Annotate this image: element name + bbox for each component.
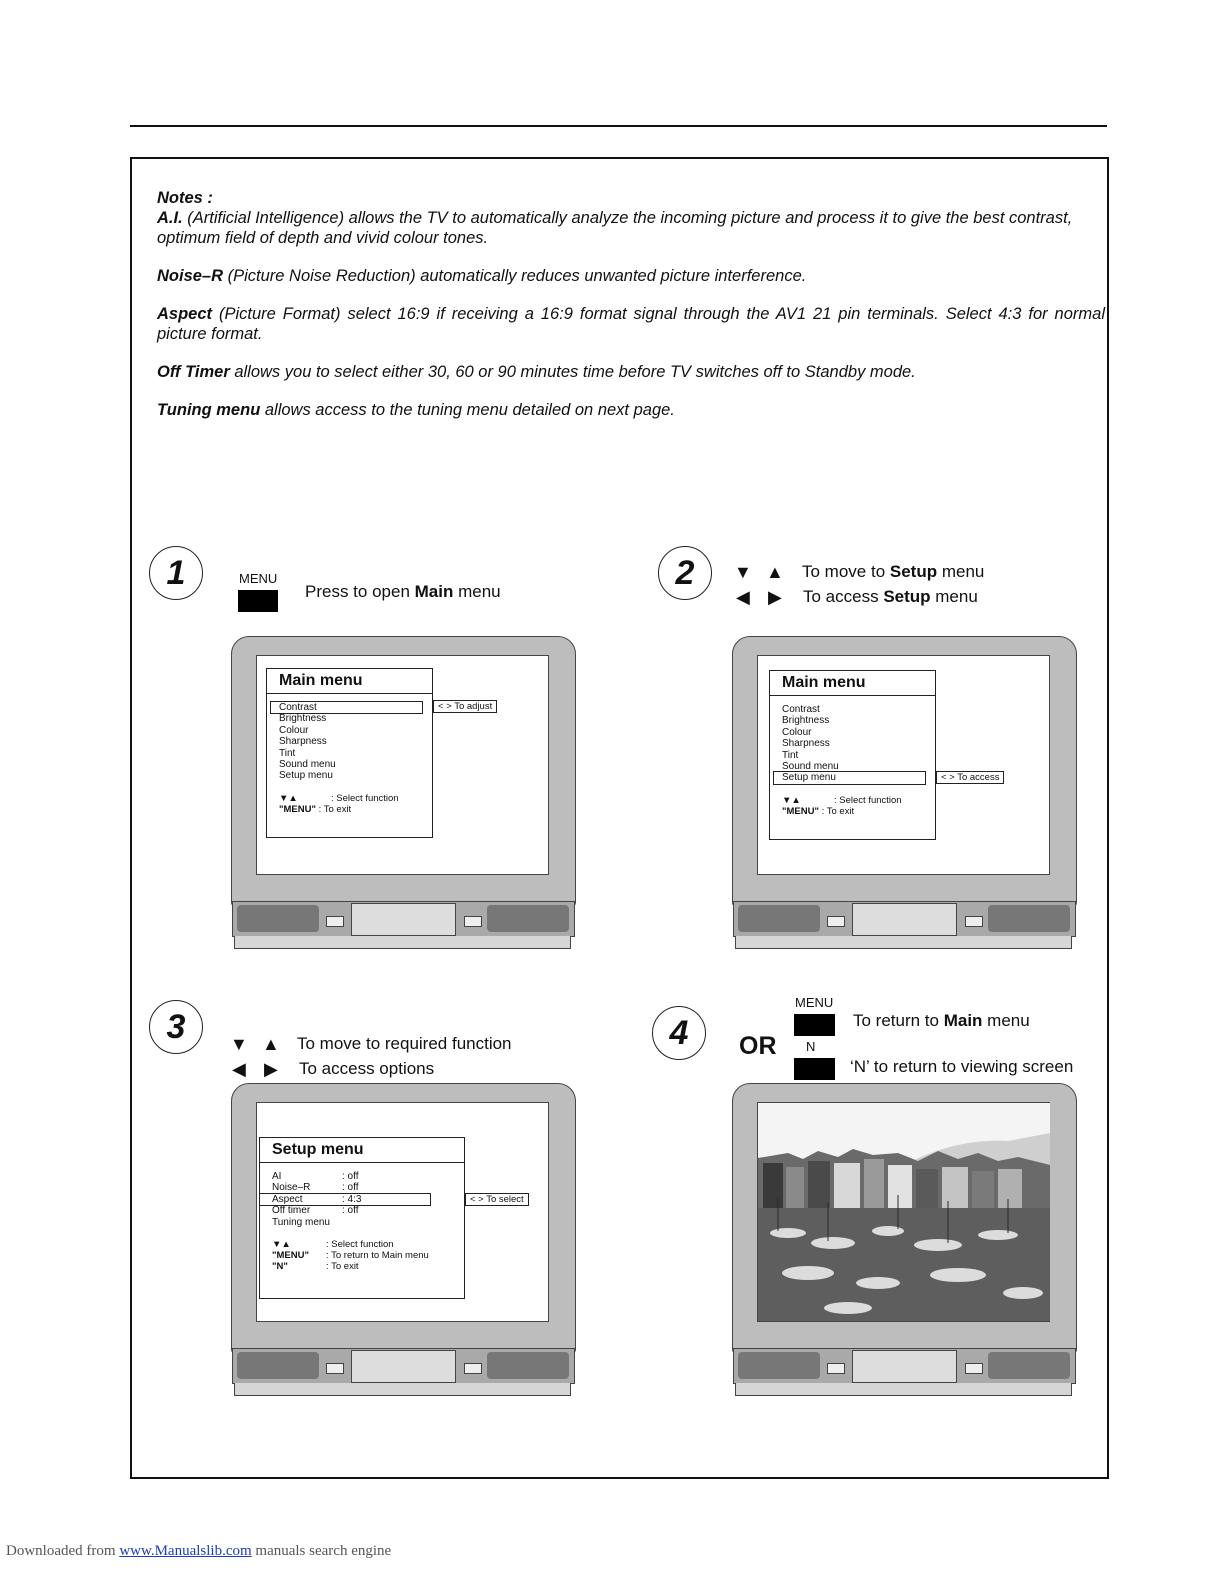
step-1-instr-bold: Main bbox=[414, 582, 454, 601]
hint-select bbox=[770, 795, 935, 806]
note-offtimer-term: Off Timer bbox=[157, 363, 230, 381]
hint-return bbox=[260, 1250, 464, 1261]
note-ai bbox=[157, 208, 1105, 248]
setup-item-offtimer[interactable] bbox=[260, 1205, 464, 1216]
panel-button-right bbox=[464, 1363, 482, 1374]
setup-item-value: : off bbox=[342, 1205, 359, 1217]
setup-item-value: : off bbox=[342, 1171, 359, 1182]
panel-button-left bbox=[827, 916, 845, 927]
setup-item-label: Tuning menu bbox=[272, 1216, 330, 1228]
menu-item-brightness[interactable]: Brightness bbox=[279, 713, 327, 725]
note-ai-term: A.I. bbox=[157, 209, 183, 227]
left-arrow-icon[interactable]: ◀ bbox=[736, 587, 750, 607]
speaker-left bbox=[738, 1352, 820, 1379]
harbour-photo-image bbox=[758, 1103, 1050, 1321]
notes-section bbox=[157, 188, 1105, 438]
or-label: OR bbox=[739, 1032, 777, 1060]
step-4-return-post: menu bbox=[982, 1011, 1030, 1030]
panel-door bbox=[351, 903, 456, 936]
tag-to-access: < > To access bbox=[936, 771, 1004, 784]
menu-title: Main menu bbox=[770, 671, 935, 696]
menu-item-tint[interactable]: Tint bbox=[782, 749, 799, 761]
speaker-right bbox=[487, 905, 569, 932]
tv-step-2 bbox=[732, 636, 1077, 954]
footer-post: manuals search engine bbox=[251, 1543, 392, 1559]
hint-exit bbox=[770, 806, 935, 817]
hint-exit bbox=[267, 804, 432, 815]
menu-title: Main menu bbox=[267, 669, 432, 694]
tv-base bbox=[234, 1383, 571, 1396]
step-2-number: 2 bbox=[658, 546, 712, 600]
note-noise bbox=[157, 266, 1105, 286]
notes-heading: Notes : bbox=[157, 189, 213, 207]
up-arrow-icon[interactable]: ▲ bbox=[262, 1034, 280, 1054]
menu-item-setup[interactable]: Setup menu bbox=[774, 772, 925, 783]
hint-n-key: "N" bbox=[272, 1261, 288, 1273]
hint-select bbox=[260, 1239, 464, 1250]
hint-menu-key: "MENU" bbox=[272, 1250, 309, 1262]
top-rule bbox=[130, 125, 1107, 127]
setup-menu-osd bbox=[259, 1137, 465, 1299]
note-noise-term: Noise–R bbox=[157, 267, 224, 285]
setup-item-label: AI bbox=[272, 1171, 282, 1182]
note-offtimer bbox=[157, 362, 1105, 382]
panel-door bbox=[852, 1350, 957, 1383]
note-ai-text: (Artificial Intelligence) allows the TV to automatically analyze the incoming picture and process it to give the best contrast, optimum field of depth and vivid colour tones. bbox=[157, 209, 1073, 247]
hint-select bbox=[267, 793, 432, 804]
note-tuning bbox=[157, 400, 1105, 420]
menu-title: Setup menu bbox=[260, 1138, 464, 1163]
step-4-number: 4 bbox=[652, 1006, 706, 1060]
note-offtimer-text: allows you to select either 30, 60 or 90 minutes time before TV switches off to Standby mode. bbox=[229, 363, 916, 381]
left-arrow-icon[interactable]: ◀ bbox=[232, 1059, 246, 1079]
right-arrow-icon[interactable]: ▶ bbox=[264, 1059, 278, 1079]
step-1-instruction bbox=[305, 582, 501, 602]
hint-arrows: ▼▲ bbox=[782, 794, 801, 806]
tv-step-4 bbox=[732, 1083, 1077, 1401]
footer-pre: Downloaded from bbox=[6, 1543, 120, 1559]
step-2-move-bold: Setup bbox=[889, 562, 938, 581]
hint-return-text: : To return to Main menu bbox=[326, 1250, 429, 1262]
footer-link[interactable]: www.Manualslib.com bbox=[119, 1543, 252, 1559]
step-1-instr-post: menu bbox=[453, 582, 501, 601]
speaker-left bbox=[237, 1352, 319, 1379]
menu-key-button[interactable] bbox=[238, 590, 278, 612]
right-arrow-icon[interactable]: ▶ bbox=[768, 587, 782, 607]
tv-step-3 bbox=[231, 1083, 576, 1401]
panel-door bbox=[852, 903, 957, 936]
speaker-left bbox=[237, 905, 319, 932]
menu-item-tint[interactable]: Tint bbox=[279, 747, 296, 759]
hint-menu-key: "MENU" bbox=[279, 803, 316, 815]
menu-item-sharpness[interactable]: Sharpness bbox=[782, 738, 830, 750]
panel-button-left bbox=[326, 1363, 344, 1374]
step-2-move-pre: To move to bbox=[802, 562, 890, 581]
setup-item-tuning[interactable] bbox=[260, 1217, 464, 1228]
tv-front-panel bbox=[232, 901, 575, 937]
step-4-return-bold: Main bbox=[943, 1011, 983, 1030]
step-4-n-instruction: ‘N’ to return to viewing screen bbox=[850, 1057, 1074, 1076]
hint-select-text: : Select function bbox=[834, 794, 902, 806]
down-arrow-icon[interactable]: ▼ bbox=[230, 1034, 248, 1054]
menu-item-sharpness[interactable]: Sharpness bbox=[279, 736, 327, 748]
setup-item-aspect[interactable] bbox=[260, 1194, 430, 1205]
hint-exit-text: : To exit bbox=[318, 803, 352, 815]
hint-menu-key: "MENU" bbox=[782, 805, 819, 817]
speaker-right bbox=[988, 1352, 1070, 1379]
note-aspect-term: Aspect bbox=[157, 305, 213, 323]
hint-exit bbox=[260, 1261, 464, 1272]
tv-base bbox=[735, 936, 1072, 949]
step-2-access-post: menu bbox=[930, 587, 978, 606]
step-4-return-instruction bbox=[853, 1011, 1030, 1031]
main-menu-osd bbox=[266, 668, 433, 838]
speaker-right bbox=[988, 905, 1070, 932]
menu-item-sound[interactable]: Sound menu bbox=[279, 759, 336, 771]
menu-item-colour[interactable]: Colour bbox=[279, 724, 309, 736]
menu-item-contrast[interactable]: Contrast bbox=[271, 702, 422, 713]
setup-item-ai[interactable] bbox=[260, 1171, 464, 1182]
menu-key-label: MENU bbox=[795, 995, 834, 1010]
note-aspect bbox=[157, 304, 1105, 344]
setup-item-label: Aspect bbox=[272, 1193, 303, 1205]
tv-step-1 bbox=[231, 636, 576, 954]
setup-item-value: : off bbox=[342, 1182, 359, 1194]
setup-item-value: : 4:3 bbox=[342, 1193, 362, 1205]
hint-exit-text: : To exit bbox=[821, 805, 855, 817]
panel-door bbox=[351, 1350, 456, 1383]
panel-button-right bbox=[965, 1363, 983, 1374]
tv-base bbox=[735, 1383, 1072, 1396]
menu-item-colour[interactable]: Colour bbox=[782, 726, 812, 738]
note-noise-text: (Picture Noise Reduction) automatically reduces unwanted picture interference. bbox=[223, 267, 807, 285]
panel-button-left bbox=[827, 1363, 845, 1374]
menu-item-sound[interactable]: Sound menu bbox=[782, 761, 839, 773]
n-key-label: N bbox=[806, 1039, 816, 1054]
step-4-return-pre: To return to bbox=[853, 1011, 944, 1030]
step-3-move-instruction: To move to required function bbox=[297, 1034, 512, 1053]
tv-front-panel bbox=[733, 1348, 1076, 1384]
step-2-move-post: menu bbox=[937, 562, 985, 581]
up-arrow-icon[interactable]: ▲ bbox=[766, 562, 784, 582]
speaker-left bbox=[738, 905, 820, 932]
footer bbox=[6, 1543, 391, 1560]
main-menu-osd bbox=[769, 670, 936, 840]
hint-arrows: ▼▲ bbox=[279, 792, 298, 804]
n-key-button[interactable] bbox=[794, 1058, 835, 1080]
step-2-access-instruction bbox=[803, 587, 978, 607]
step-1-instr-pre: Press to open bbox=[305, 582, 415, 601]
menu-item-setup[interactable]: Setup menu bbox=[279, 770, 333, 782]
panel-button-right bbox=[965, 916, 983, 927]
menu-key-button[interactable] bbox=[794, 1014, 835, 1036]
hint-select-text: : Select function bbox=[326, 1239, 394, 1251]
down-arrow-icon[interactable]: ▼ bbox=[734, 562, 752, 582]
setup-item-label: Off timer bbox=[272, 1205, 311, 1217]
hint-exit-text: : To exit bbox=[326, 1261, 359, 1273]
step-3-number: 3 bbox=[149, 1000, 203, 1054]
menu-item-brightness[interactable]: Brightness bbox=[782, 715, 830, 727]
tag-to-select: < > To select bbox=[465, 1193, 529, 1206]
step-3-access-instruction: To access options bbox=[299, 1059, 435, 1078]
note-aspect-text: (Picture Format) select 16:9 if receiving a 16:9 format signal through the AV1 21 pin terminals. Select 4:3 for normal picture format. bbox=[157, 305, 1105, 343]
menu-key-label: MENU bbox=[239, 571, 278, 586]
panel-button-right bbox=[464, 916, 482, 927]
note-tuning-text: allows access to the tuning menu detailed on next page. bbox=[260, 401, 675, 419]
panel-button-left bbox=[326, 916, 344, 927]
note-tuning-term: Tuning menu bbox=[157, 401, 261, 419]
tv-front-panel bbox=[733, 901, 1076, 937]
step-1-number: 1 bbox=[149, 546, 203, 600]
step-2-access-pre: To access bbox=[803, 587, 884, 606]
tv-front-panel bbox=[232, 1348, 575, 1384]
tv-base bbox=[234, 936, 571, 949]
speaker-right bbox=[487, 1352, 569, 1379]
setup-item-label: Noise–R bbox=[272, 1182, 311, 1194]
hint-select-text: : Select function bbox=[331, 792, 399, 804]
hint-arrows: ▼▲ bbox=[272, 1239, 291, 1251]
tag-to-adjust: < > To adjust bbox=[433, 700, 497, 713]
step-2-move-instruction bbox=[802, 562, 984, 582]
step-2-access-bold: Setup bbox=[883, 587, 931, 606]
menu-item-contrast[interactable]: Contrast bbox=[782, 704, 820, 715]
setup-item-noise[interactable] bbox=[260, 1182, 464, 1193]
harbour-photo bbox=[758, 1103, 1050, 1321]
